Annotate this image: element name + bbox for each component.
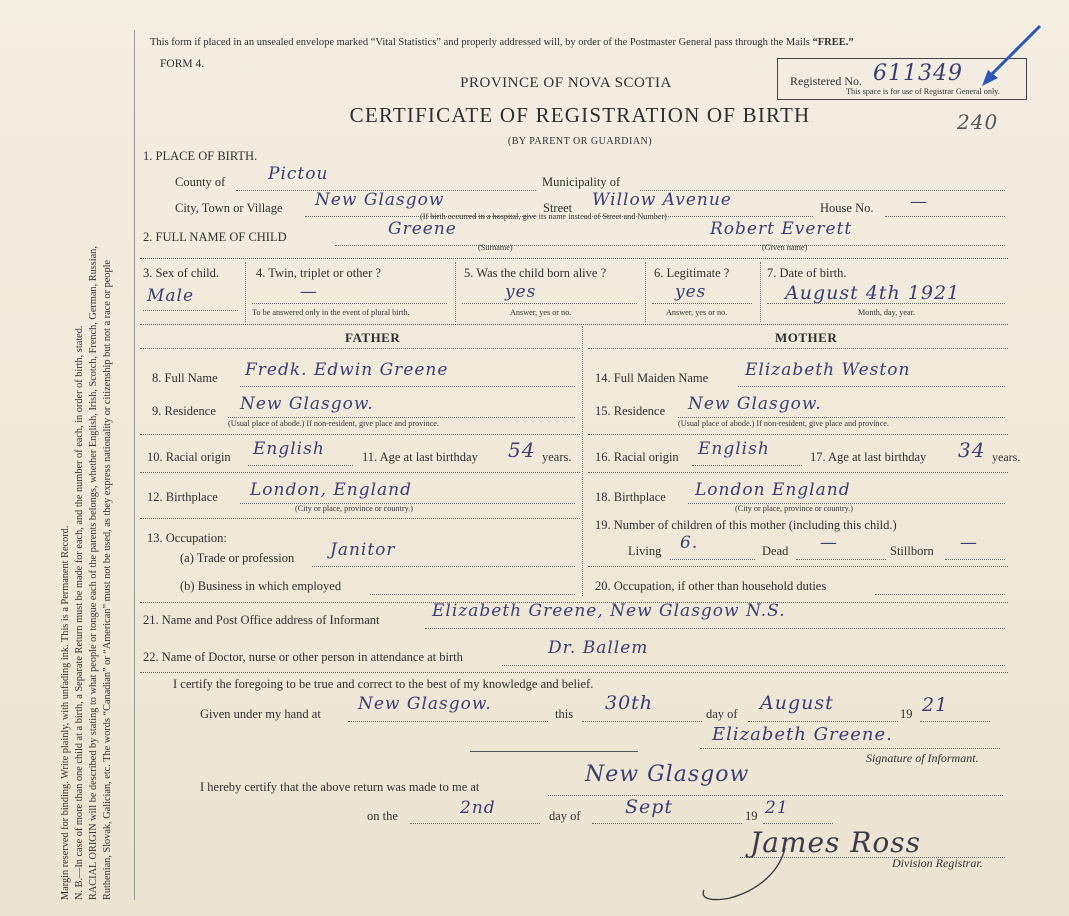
child-name-label: 2. FULL NAME OF CHILD [143, 230, 287, 244]
father-birthplace-label: 12. Birthplace [147, 490, 218, 504]
place-of-birth-label: 1. PLACE OF BIRTH. [143, 149, 258, 163]
city-note: (If birth occurred in a hospital, give its name instead of Street and Number) [420, 212, 667, 221]
birth-date-note: Month, day, year. [858, 308, 915, 317]
mother-racial-label: 16. Racial origin [595, 450, 679, 464]
given-place-value: New Glasgow. [358, 694, 492, 714]
check-arrow-icon [968, 20, 1048, 100]
registrar-place-value: New Glasgow [585, 762, 750, 787]
legitimate-label: 6. Legitimate ? [654, 266, 730, 280]
certification-statement: I certify the foregoing to be true and correct to the best of my knowledge and belief. [173, 677, 594, 691]
mother-birthplace-value: London England [695, 480, 851, 500]
given-year-value: 21 [922, 694, 949, 716]
trade-label: (a) Trade or profession [180, 551, 295, 565]
margin-notes [58, 30, 133, 900]
mother-residence-note: (Usual place of abode.) If non-resident, give place and province. [678, 419, 889, 428]
legitimate-note: Answer, yes or no. [666, 308, 728, 317]
margin-note-2: N. B.—In case of more than one child at a birth, a Separate Return must be made for each, and the number of each, in order of birth, stated. [74, 325, 85, 900]
margin-note-1: Margin reserved for binding. Write plainly, with unfading ink. This is a Permanent Record. [60, 525, 71, 900]
given-name-note: (Given name) [762, 243, 808, 252]
mother-birthplace-note: (City or place, province or country.) [735, 504, 853, 513]
stillborn-label: Stillborn [890, 544, 934, 558]
margin-divider [134, 30, 135, 900]
business-label: (b) Business in which employed [180, 579, 342, 593]
father-age-label: 11. Age at last birthday [362, 450, 478, 464]
informant-signature: Elizabeth Greene. [712, 724, 893, 745]
house-value: — [910, 192, 928, 212]
postal-notice: This form if placed in an unsealed envelope marked “Vital Statistics” and properly addressed will, by order of the Postmaster General pass through the Mails “FREE.” [150, 37, 854, 48]
father-years-label: years. [542, 450, 572, 464]
street-label: Street [543, 201, 573, 215]
registrar-signature: James Ross [750, 826, 921, 859]
registered-label: Registered No. [790, 74, 862, 88]
mother-residence-label: 15. Residence [595, 404, 666, 418]
father-name-value: Fredk. Edwin Greene [245, 360, 449, 380]
given-month-value: August [760, 692, 834, 714]
province-heading: PROVINCE OF NOVA SCOTIA [460, 75, 672, 91]
mother-heading: MOTHER [775, 330, 838, 345]
father-residence-value: New Glasgow. [240, 394, 374, 414]
twin-label: 4. Twin, triplet or other ? [256, 266, 381, 280]
city-value: New Glasgow [315, 190, 445, 210]
mother-racial-value: English [698, 439, 770, 459]
mother-birthplace-label: 18. Birthplace [595, 490, 666, 504]
registration-number: 611349 [873, 61, 963, 86]
form-number: FORM 4. [160, 58, 205, 70]
registrar-statement: I hereby certify that the above return was made to me at [200, 780, 480, 794]
doctor-label: 22. Name of Doctor, nurse or other person in attendance at birth [143, 650, 463, 664]
alive-value: yes [505, 282, 537, 302]
living-value: 6. [680, 533, 699, 553]
mother-age-label: 17. Age at last birthday [810, 450, 927, 464]
corner-mark: 240 [957, 110, 999, 134]
father-residence-note: (Usual place of abode.) If non-resident, give place and province. [228, 419, 439, 428]
alive-note: Answer, yes or no. [510, 308, 572, 317]
given-label: Given under my hand at [200, 707, 321, 721]
occupation-label: 13. Occupation: [147, 531, 227, 545]
children-count-label: 19. Number of children of this mother (including this child.) [595, 518, 897, 532]
surname-note: (Surname) [478, 243, 513, 252]
twin-value: — [300, 282, 318, 302]
stillborn-value: — [960, 533, 978, 553]
given-year-prefix: 19 [900, 707, 913, 721]
this-label: this [555, 707, 574, 721]
father-racial-value: English [253, 439, 325, 459]
alive-label: 5. Was the child born alive ? [464, 266, 607, 280]
dead-value: — [820, 533, 838, 553]
living-label: Living [628, 544, 662, 558]
mother-name-label: 14. Full Maiden Name [595, 371, 709, 385]
street-value: Willow Avenue [592, 190, 732, 210]
doctor-value: Dr. Ballem [548, 638, 649, 658]
house-label: House No. [820, 201, 874, 215]
informant-label: 21. Name and Post Office address of Informant [143, 613, 380, 627]
twin-note: To be answered only in the event of plural birth. [252, 308, 410, 317]
registrar-title: Division Registrar. [892, 856, 983, 870]
registrar-year-value: 21 [765, 798, 789, 818]
mother-age-value: 34 [958, 438, 986, 462]
county-value: Pictou [268, 164, 329, 184]
dead-label: Dead [762, 544, 789, 558]
child-given-name: Robert Everett [710, 219, 853, 239]
given-day-value: 30th [605, 692, 654, 714]
registrar-day-of-label: day of [549, 809, 581, 823]
mother-occupation-label: 20. Occupation, if other than household duties [595, 579, 827, 593]
father-birthplace-note: (City or place, province or country.) [295, 504, 413, 513]
father-heading: FATHER [345, 330, 401, 345]
birth-date-value: August 4th 1921 [785, 282, 961, 304]
registrar-day-value: 2nd [460, 798, 496, 818]
sex-value: Male [147, 286, 195, 306]
county-label: County of [175, 175, 226, 189]
city-label: City, Town or Village [175, 201, 283, 215]
legitimate-value: yes [675, 282, 707, 302]
mother-years-label: years. [992, 450, 1021, 464]
father-residence-label: 9. Residence [152, 404, 216, 418]
margin-note-3: RACIAL ORIGIN will be described by stating to what people or tongue each of the parents belongs, whether English, Irish, Scotch, French, German, Russian, [88, 246, 99, 900]
registrar-year-prefix: 19 [745, 809, 758, 823]
mother-residence-value: New Glasgow. [688, 394, 822, 414]
trade-value: Janitor [330, 540, 396, 560]
on-the-label: on the [367, 809, 398, 823]
registrar-only-note: This space is for use of Registrar General only. [846, 87, 1000, 96]
child-surname: Greene [388, 219, 457, 239]
certificate-title: CERTIFICATE OF REGISTRATION OF BIRTH [349, 103, 811, 127]
informant-value: Elizabeth Greene, New Glasgow N.S. [432, 601, 786, 621]
day-of-label: day of [706, 707, 738, 721]
signature-flourish-icon [690, 840, 810, 910]
father-racial-label: 10. Racial origin [147, 450, 231, 464]
father-name-label: 8. Full Name [152, 371, 218, 385]
mother-name-value: Elizabeth Weston [745, 360, 911, 380]
informant-signature-label: Signature of Informant. [866, 751, 979, 765]
certificate-subtitle: (BY PARENT OR GUARDIAN) [507, 136, 653, 147]
municipality-label: Municipality of [542, 175, 621, 189]
registrar-month-value: Sept [625, 796, 674, 818]
father-birthplace-value: London, England [250, 480, 412, 500]
sex-label: 3. Sex of child. [143, 266, 220, 280]
margin-note-4: Ruthenian, Slovak, Galician, etc. The words “Canadian” or “American” must not be used, as they express nationality or citizenship but not a race or people [102, 259, 113, 900]
birth-date-label: 7. Date of birth. [767, 266, 847, 280]
father-age-value: 54 [508, 438, 536, 462]
